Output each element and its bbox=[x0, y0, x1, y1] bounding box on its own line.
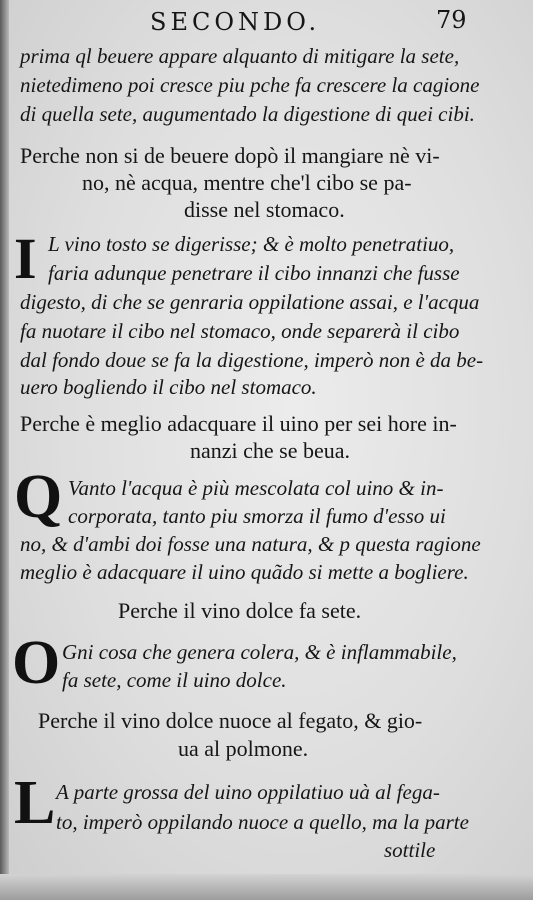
text-line: digesto, di che se genraria oppilatione assai, e l'acqua bbox=[20, 290, 480, 314]
section-heading: Perche il vino dolce nuoce al fegato, & gio- bbox=[38, 708, 423, 733]
section-heading: nanzi che se beua. bbox=[190, 438, 351, 463]
text-line: uero bogliendo il cibo nel stomaco. bbox=[20, 375, 317, 399]
running-head: SECONDO. bbox=[150, 8, 321, 36]
text-line: fa nuotare il cibo nel stomaco, onde separerà il cibo bbox=[20, 319, 460, 343]
section-heading: disse nel stomaco. bbox=[184, 197, 345, 222]
text-line: faria adunque penetrare il cibo innanzi che fusse bbox=[48, 261, 460, 285]
drop-cap-initial: Q bbox=[14, 463, 63, 531]
section-heading: Perche è meglio adacquare il uino per sei hore in- bbox=[20, 411, 457, 436]
section-heading: Perche il vino dolce fa sete. bbox=[118, 598, 362, 623]
page-header bbox=[0, 2, 533, 44]
page-binding-shadow bbox=[0, 0, 9, 900]
text-line: meglio è adacquare il uino quãdo si mette a bogliere. bbox=[20, 560, 469, 584]
drop-cap-initial: L bbox=[14, 769, 56, 837]
section-heading: Perche non si de beuere dopò il mangiare nè vi- bbox=[20, 143, 440, 168]
text-line: Vanto l'acqua è più mescolata col uino & in- bbox=[68, 476, 444, 500]
text-line: A parte grossa del uino oppilatiuo uà al fega- bbox=[56, 780, 440, 804]
text-line: nietedimeno poi cresce piu pche fa crescere la cagione bbox=[20, 73, 480, 97]
text-line: to, imperò oppilando nuoce a quello, ma la parte bbox=[56, 810, 469, 834]
text-line: Gni cosa che genera colera, & è inflammabile, bbox=[62, 640, 457, 664]
text-line: no, & d'ambi doi fosse una natura, & p questa ragione bbox=[20, 532, 481, 556]
text-line: prima ql beuere appare alquanto di mitigare la sete, bbox=[20, 44, 460, 68]
section-heading: ua al polmone. bbox=[178, 736, 309, 761]
drop-cap-initial: I bbox=[14, 226, 37, 291]
page-bottom-edge bbox=[0, 874, 533, 900]
text-line: corporata, tanto piu smorza il fumo d'esso ui bbox=[68, 504, 446, 528]
catchword: sottile bbox=[384, 838, 436, 862]
section-heading: no, nè acqua, mentre che'l cibo se pa- bbox=[82, 170, 412, 195]
page-number: 79 bbox=[436, 6, 467, 34]
text-line: L vino tosto se digerisse; & è molto penetratiuo, bbox=[48, 232, 455, 256]
drop-cap-initial: O bbox=[12, 629, 61, 697]
text-line: dal fondo doue se fa la digestione, imperò non è da be- bbox=[20, 348, 484, 372]
text-line: di quella sete, augumentado la digestione di quei cibi. bbox=[20, 102, 475, 126]
text-line: fa sete, come il uino dolce. bbox=[62, 668, 287, 692]
